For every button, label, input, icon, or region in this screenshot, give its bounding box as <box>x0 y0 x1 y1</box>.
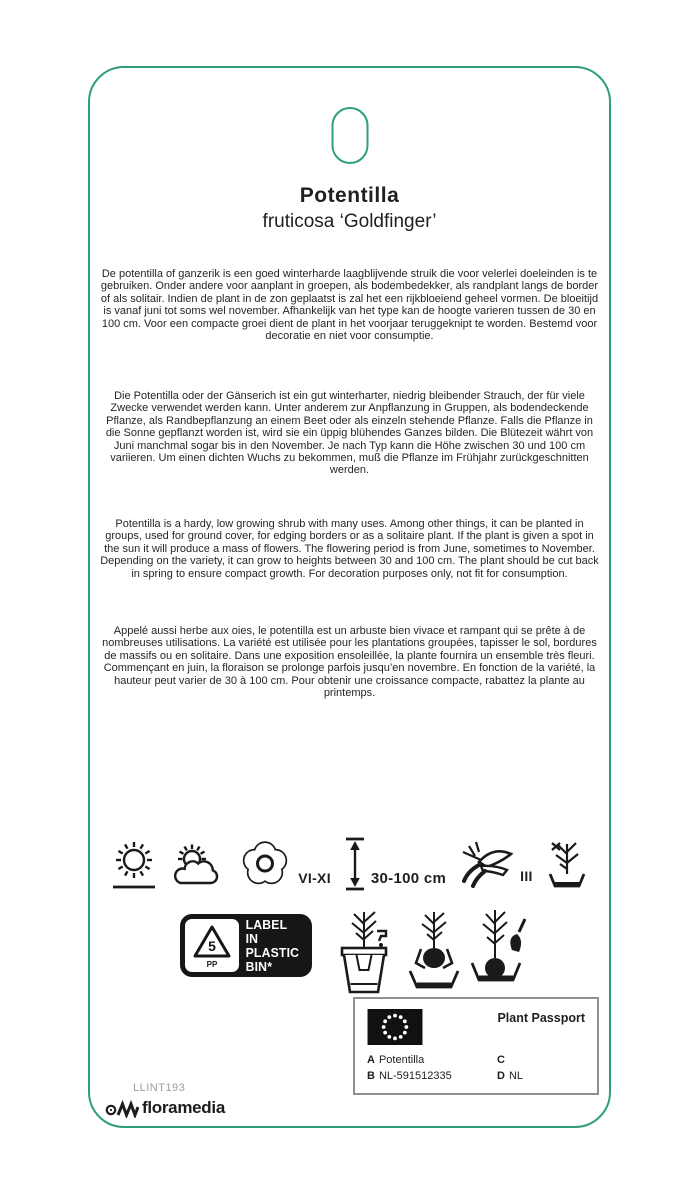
plant-title: Potentilla <box>299 184 400 207</box>
height-label: 30-100 cm <box>370 870 447 887</box>
recycling-code: 5 <box>208 937 216 954</box>
secateurs-icon <box>459 838 515 890</box>
pruning-month-label: III <box>520 868 533 884</box>
badge-line-3: BIN* <box>245 958 272 974</box>
hang-hole <box>331 107 368 164</box>
badge-line-2: PLASTIC <box>245 944 300 960</box>
full-sun-icon <box>111 836 157 892</box>
care-icon-row <box>90 830 609 898</box>
recycling-triangle-icon <box>185 919 239 972</box>
badge-line-1: LABEL IN <box>245 916 287 946</box>
flower-icon <box>237 836 293 892</box>
passport-field-a: A Potentilla <box>367 1054 425 1066</box>
description-french: Appelé aussi herbe aux oies, le potentilla est un arbuste bien vivace et rampant qui se prête à de nombreuses utilisations. La variété est utilisée pour les plantations groupées, tapisser le sol, bordures de massifs ou en solitaire. Dans une exposition ensoleillée, la plante fournira un ensemble très fleuri. Commençant en juin, la floraison se prolonge parfois jusqu’en novembre. En fonction de la variété, la hauteur peut varier de 30 à 100 cm. Pour obtenir une croissance compacte, rabattez la plante au printemps. <box>102 625 597 700</box>
passport-field-d: D NL <box>497 1070 524 1082</box>
product-code: LLINT193 <box>133 1082 186 1094</box>
flowering-period-item <box>237 836 331 892</box>
description-english: Potentilla is a hardy, low growing shrub with many uses. Among other things, it can be planted in groups, used for ground cover, for edging borders or as a solitaire plant. If the plant is given a spot in the sun it will produce a mass of flowers. The flowering period is from June, sometimes to November. Depending on the variety, it can grow to heights between 30 and 100 cm. The plant should be cut back in spring to ensure compact growth. For decoration purposes only, not fit for consumption. <box>100 518 599 580</box>
floramedia-logo <box>105 1098 225 1118</box>
height-arrow-icon <box>344 835 366 893</box>
passport-title: Plant Passport <box>497 1011 585 1025</box>
passport-fields <box>367 1054 585 1082</box>
material-code: PP <box>206 959 218 969</box>
hardy-shrub-icon <box>546 836 588 892</box>
plant-in-ground-icon <box>468 906 530 996</box>
brand-name: floramedia <box>142 1098 225 1117</box>
plant-passport-box <box>353 997 599 1095</box>
title-block <box>90 184 609 233</box>
plant-subtitle: fruticosa ‘Goldfinger’ <box>262 211 437 232</box>
description-dutch: De potentilla of ganzerik is een goed winterharde laagblijvende struik die voor velerlei doeleinden is te gebruiken. Onder andere voor aanplant in groepen, als bodembedekker, als randplant langs de border of als solitair. Indien de plant in de zon geplaatst is zal het een rijkbloeiend geheel vormen. De bloeitijd is vanaf juni tot soms wel november. Afhankelijk van het type kan de hoogte varieren tussen de 30 en 100 cm. Voor een compacte groei dient de plant in het voorjaar teruggeknipt te worden. Bestemd voor decoratie en niet voor consumptie. <box>100 268 599 343</box>
description-german: Die Potentilla oder der Gänserich ist ein gut winterharter, niedrig bleibender Strauch, der für viele Zwecke verwendet werden kann. Unter anderem zur Anpflanzung in Gruppen, als bodendeckende Pflanze, als Randbepflanzung an einem Beet oder als einzeln stehende Pflanze. Falls die Pflanze in die Sonne gepflanzt worden ist, wird sie ein üppig blühendes Ganzes bilden. Die Blütezeit währt von Juni manchmal sogar bis in den November. Je nach Typ kann die Höhe zwischen 30 und 100 cm variieren. Um einen dichten Wuchs zu bekommen, muß die Pflanze im Frühjahr zurückgeschnitten werden. <box>105 390 594 477</box>
height-item <box>344 835 446 893</box>
pruning-item <box>459 838 533 890</box>
passport-field-c: C <box>497 1054 505 1066</box>
plant-label-card <box>88 66 611 1128</box>
partial-shade-icon <box>170 837 224 891</box>
remove-pot-icon <box>404 908 464 998</box>
recycling-badge <box>180 914 312 977</box>
brand-mark-icon <box>105 1098 139 1118</box>
eu-flag-icon <box>367 1009 423 1045</box>
passport-field-b: B NL-591512335 <box>367 1070 452 1082</box>
flowering-period-label: VI-XI <box>298 870 331 886</box>
recycling-badge-text <box>239 918 303 974</box>
soak-pot-icon <box>330 906 398 998</box>
